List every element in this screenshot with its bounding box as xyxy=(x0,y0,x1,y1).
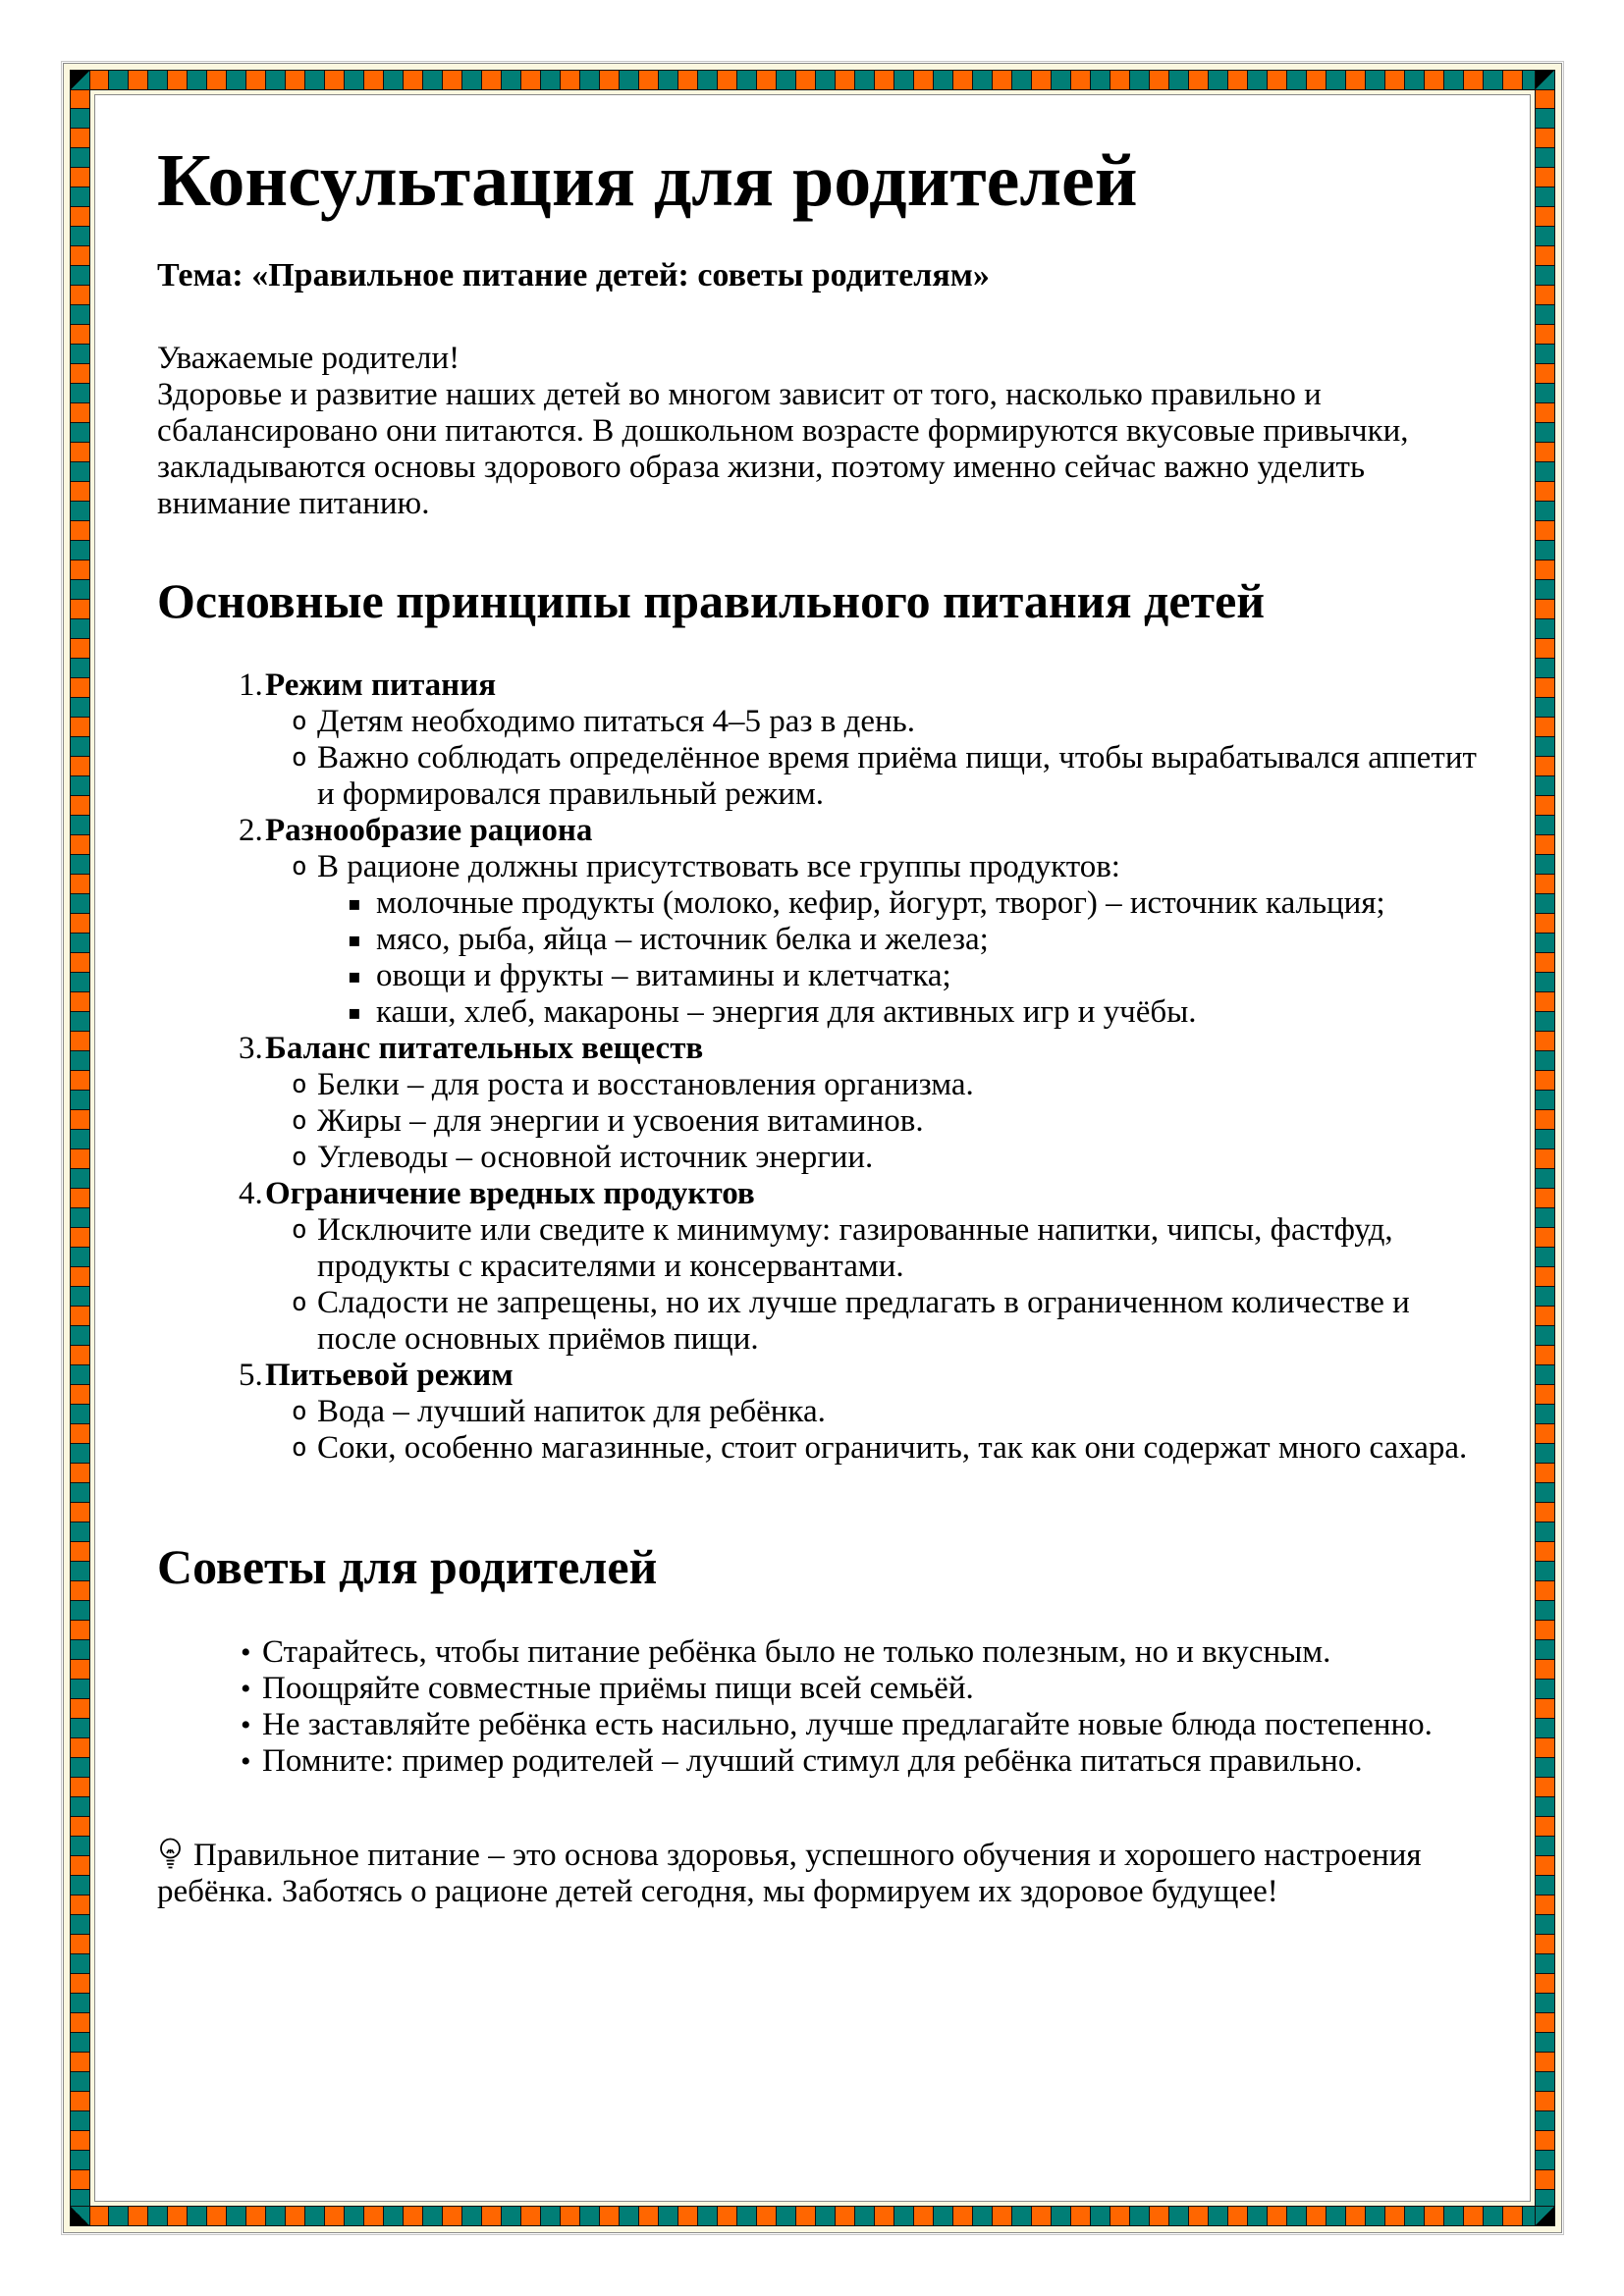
section-heading-principles: Основные принципы правильного питания детей xyxy=(157,573,1266,628)
list-item-title: Питьевой режим xyxy=(265,1358,514,1393)
list-subitem xyxy=(292,1430,1477,1467)
intro-paragraph xyxy=(157,341,1477,522)
list-subitem xyxy=(292,1140,1477,1176)
list-subitem-text: Детям необходимо питаться 4–5 раз в день. xyxy=(317,704,915,739)
list-subitem xyxy=(292,1212,1477,1285)
document-content xyxy=(94,94,1531,2202)
list-number: 5. xyxy=(239,1358,263,1393)
section-heading-advice: Советы для родителей xyxy=(157,1539,658,1594)
list-subsubitem xyxy=(348,922,1477,958)
border-corner-top-right xyxy=(1535,70,1555,90)
list-subitem-text: Исключите или сведите к минимуму: газированные напитки, чипсы, фастфуд, продукты с красителями и консервантами. xyxy=(317,1212,1393,1284)
list-subitem-text: Сладости не запрещены, но их лучше предлагать в ограниченном количестве и после основных приёмов пищи. xyxy=(317,1285,1410,1357)
list-subitem xyxy=(292,704,1477,740)
lightbulb-icon xyxy=(157,1837,184,1872)
circle-bullet: o xyxy=(292,1397,307,1426)
list-subitem-text: Жиры – для энергии и усвоения витаминов. xyxy=(317,1103,924,1139)
list-subsubitem xyxy=(348,994,1477,1031)
advice-list xyxy=(157,1634,1477,1780)
list-subitem-text: Углеводы – основной источник энергии. xyxy=(317,1140,874,1175)
advice-item xyxy=(241,1707,1477,1743)
greeting-line: Уважаемые родители! xyxy=(157,341,460,376)
list-subsubitem xyxy=(348,958,1477,994)
border-corner-bottom-left xyxy=(70,2206,90,2226)
list-item-3 xyxy=(239,1031,1477,1067)
advice-text: Старайтесь, чтобы питание ребёнка было не только полезным, но и вкусным. xyxy=(262,1634,1331,1670)
circle-bullet: o xyxy=(292,1288,307,1317)
list-item-2 xyxy=(239,813,1477,849)
checkered-border-left xyxy=(70,88,90,2208)
topic-line: Тема: «Правильное питание детей: советы родителям» xyxy=(157,257,990,294)
list-item-title: Ограничение вредных продуктов xyxy=(265,1176,755,1211)
advice-text: Не заставляйте ребёнка есть насильно, лучше предлагайте новые блюда постепенно. xyxy=(262,1707,1433,1742)
advice-item xyxy=(241,1743,1477,1780)
dot-bullet: • xyxy=(241,1673,251,1705)
page-title: Консультация для родителей xyxy=(157,139,1138,222)
list-item-1 xyxy=(239,667,1477,704)
list-subitem-text: Соки, особенно магазинные, стоит ограничить, так как они содержат много сахара. xyxy=(317,1430,1468,1466)
list-subsubitem-text: каши, хлеб, макароны – энергия для активных игр и учёбы. xyxy=(376,994,1197,1030)
square-bullet: ▪ xyxy=(348,964,361,988)
list-subitem-text: Важно соблюдать определённое время приёма пищи, чтобы вырабатывался аппетит и формировался правильный режим. xyxy=(317,740,1477,812)
list-number: 2. xyxy=(239,813,263,848)
list-item-5 xyxy=(239,1358,1477,1394)
circle-bullet: o xyxy=(292,707,307,736)
list-subitem xyxy=(292,1285,1477,1358)
circle-bullet: o xyxy=(292,1143,307,1172)
list-item-title: Баланс питательных веществ xyxy=(265,1031,704,1066)
advice-text: Поощряйте совместные приёмы пищи всей семьёй. xyxy=(262,1671,974,1706)
checkered-border-bottom xyxy=(88,2206,1537,2226)
checkered-border-top xyxy=(88,70,1537,90)
list-subitem xyxy=(292,1394,1477,1430)
list-item-title: Разнообразие рациона xyxy=(265,813,593,848)
border-corner-bottom-right xyxy=(1535,2206,1555,2226)
list-subitem xyxy=(292,1067,1477,1103)
list-subitem-text: В рационе должны присутствовать все группы продуктов: xyxy=(317,849,1120,884)
closing-paragraph xyxy=(157,1837,1477,1910)
circle-bullet: o xyxy=(292,852,307,881)
list-subitem-text: Белки – для роста и восстановления организма. xyxy=(317,1067,974,1102)
list-number: 3. xyxy=(239,1031,263,1066)
advice-text: Помните: пример родителей – лучший стимул для ребёнка питаться правильно. xyxy=(262,1743,1363,1779)
advice-item xyxy=(241,1634,1477,1671)
list-number: 4. xyxy=(239,1176,263,1211)
circle-bullet: o xyxy=(292,1433,307,1463)
circle-bullet: o xyxy=(292,1106,307,1136)
square-bullet: ▪ xyxy=(348,891,361,915)
border-corner-top-left xyxy=(70,70,90,90)
square-bullet: ▪ xyxy=(348,928,361,951)
dot-bullet: • xyxy=(241,1709,251,1741)
list-subitem xyxy=(292,849,1477,885)
dot-bullet: • xyxy=(241,1745,251,1778)
circle-bullet: o xyxy=(292,1070,307,1099)
circle-bullet: o xyxy=(292,1215,307,1245)
list-item-4 xyxy=(239,1176,1477,1212)
list-subitem-text: Вода – лучший напиток для ребёнка. xyxy=(317,1394,826,1429)
advice-item xyxy=(241,1671,1477,1707)
checkered-border-right xyxy=(1535,88,1555,2208)
list-subitem xyxy=(292,1103,1477,1140)
list-subitem xyxy=(292,740,1477,813)
list-subsubitem-text: мясо, рыба, яйца – источник белка и железа; xyxy=(376,922,989,957)
list-subsubitem-text: овощи и фрукты – витамины и клетчатка; xyxy=(376,958,951,993)
list-item-title: Режим питания xyxy=(265,667,497,703)
principles-list xyxy=(157,667,1477,1467)
circle-bullet: o xyxy=(292,743,307,773)
list-subsubitem-text: молочные продукты (молоко, кефир, йогурт, творог) – источник кальция; xyxy=(376,885,1385,921)
list-subsubitem xyxy=(348,885,1477,922)
square-bullet: ▪ xyxy=(348,1000,361,1024)
dot-bullet: • xyxy=(241,1636,251,1669)
closing-text: Правильное питание – это основа здоровья, успешного обучения и хорошего настроения ребёнка. Заботясь о рационе детей сегодня, мы формируем их здоровое будущее! xyxy=(157,1838,1422,1909)
list-number: 1. xyxy=(239,667,263,703)
intro-text: Здоровье и развитие наших детей во многом зависит от того, насколько правильно и сбалансировано они питаются. В дошкольном возрасте формируются вкусовые привычки, закладываются основы здорового образа жизни, поэтому именно сейчас важно уделить внимание питанию. xyxy=(157,377,1409,521)
